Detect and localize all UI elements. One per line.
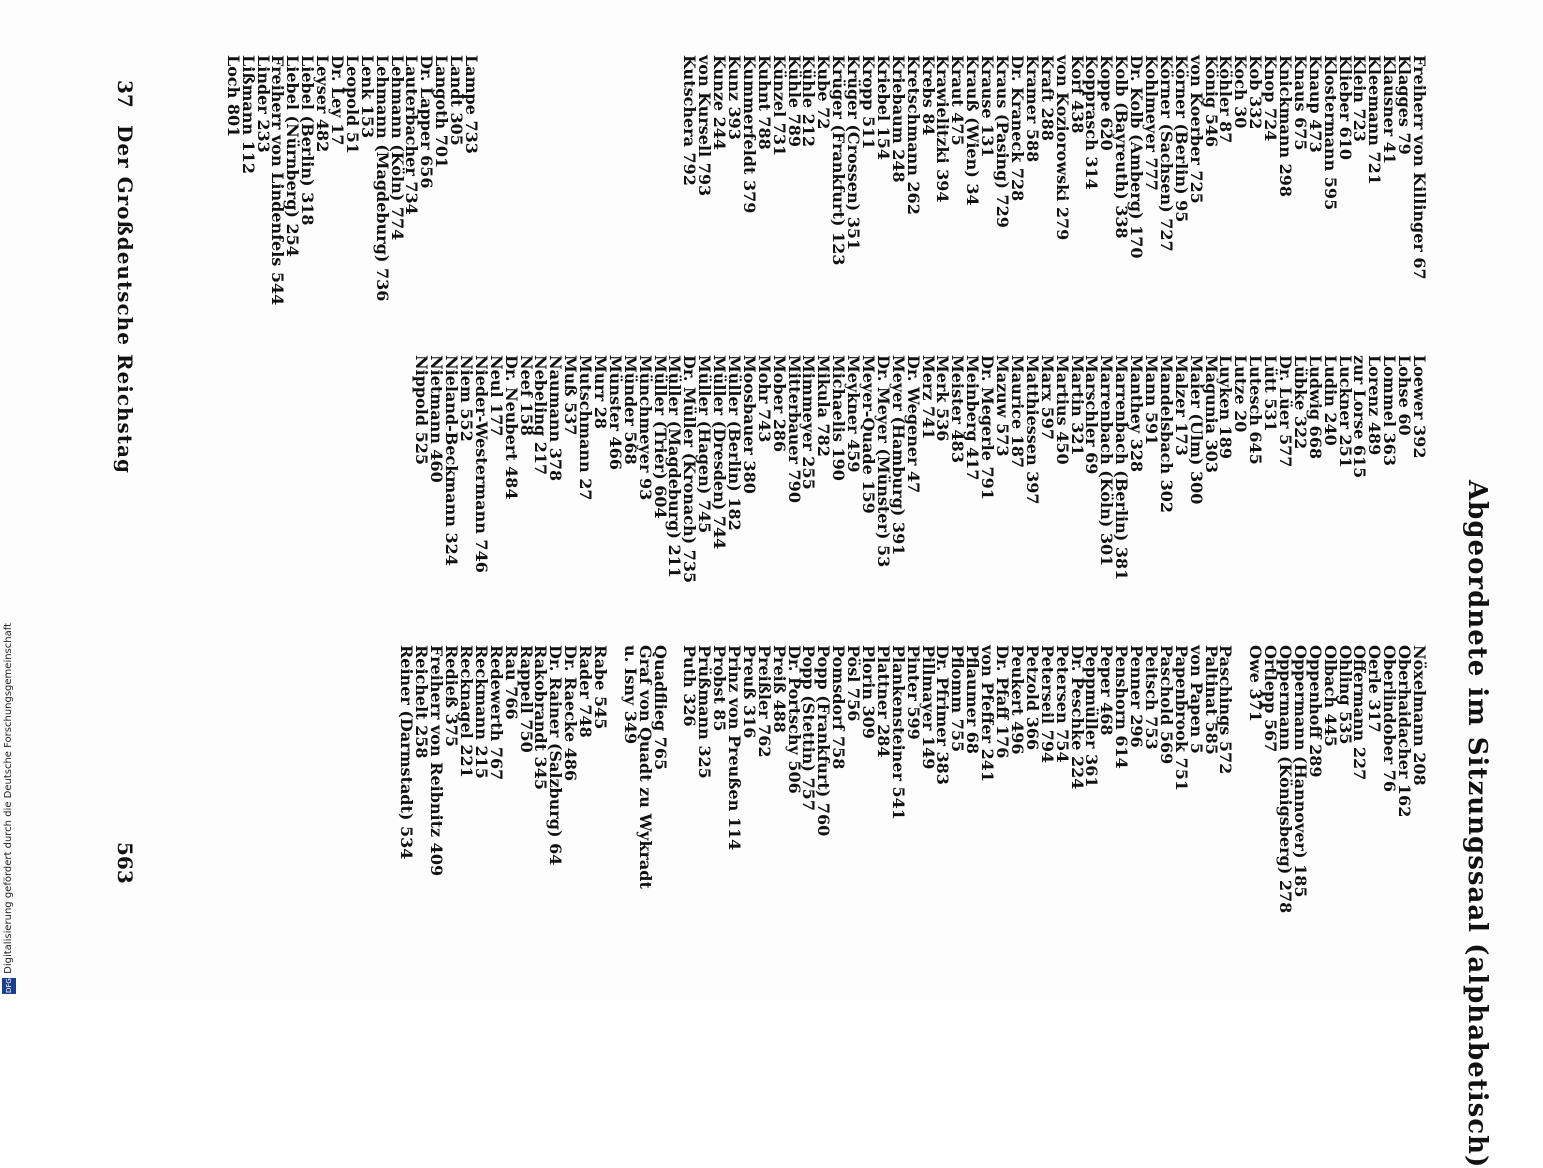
name-column-m-n <box>412 355 1429 584</box>
member-entry: Quadflieg 765 <box>650 645 670 771</box>
member-entry: Penshorn 614 <box>1112 645 1132 769</box>
page-footer <box>97 0 137 1000</box>
member-entry: Dr. Kraneck 728 <box>1007 55 1027 202</box>
member-entry: Nietmann 460 <box>427 355 447 483</box>
member-entry: Kuhnt 788 <box>754 55 774 150</box>
member-entry: Kraft 288 <box>1037 55 1057 141</box>
member-entry: Michaelis 190 <box>829 355 849 481</box>
member-entry: Rader 748 <box>576 645 596 738</box>
member-entry: Meister 483 <box>948 355 968 463</box>
member-entry: Prinz von Preußen 114 <box>725 645 745 851</box>
member-entry: Marx 597 <box>1037 355 1057 441</box>
member-entry: Körner (Berlin) 95 <box>1171 55 1191 223</box>
member-entry: Dr. Wegener 47 <box>903 355 923 494</box>
member-entry: Pillmayer 149 <box>918 645 938 770</box>
member-entry: Oberlindober 76 <box>1380 645 1400 793</box>
member-entry: Dr. Kolb (Amberg) 170 <box>1127 55 1147 259</box>
member-entry: Nieland-Beckmann 324 <box>442 355 462 566</box>
member-entry: Klieber 610 <box>1335 55 1355 161</box>
member-entry: Kretschmann 262 <box>903 55 923 215</box>
member-entry: Owe 371 <box>1246 645 1266 722</box>
member-entry: Ortlepp 567 <box>1261 645 1281 753</box>
member-entry: Dr. Lüer 577 <box>1275 355 1295 468</box>
member-entry: Krebs 84 <box>918 55 938 136</box>
member-entry: Nieder-Westermann 746 <box>471 355 491 573</box>
member-entry: Oberhaidacher 162 <box>1395 645 1415 818</box>
member-entry: Müller (Trier) 604 <box>650 355 670 519</box>
member-entry: Lutze 20 <box>1231 355 1251 433</box>
member-entry: Müller (Hagen) 745 <box>695 355 715 534</box>
credit-text: Digitalisierung gefördert durch die Deutsche Forschungsgemeinschaft <box>3 623 14 974</box>
member-entry: Kraut 475 <box>948 55 968 146</box>
member-entry: Popp (Frankfurt) 760 <box>814 645 834 837</box>
member-entry: Luckner 251 <box>1335 355 1355 468</box>
member-entry: Peitsch 753 <box>1141 645 1161 750</box>
member-entry: Recknagel 221 <box>457 645 476 778</box>
member-entry: Müller (Berlin) 182 <box>725 355 745 531</box>
running-title: Der Großdeutsche Reichstag <box>113 125 137 474</box>
member-entry: Malzer 173 <box>1171 355 1191 456</box>
member-entry: Petzold 366 <box>1022 645 1042 751</box>
member-entry: Mikula 782 <box>814 355 834 457</box>
member-entry: Mazuw 573 <box>993 355 1013 457</box>
member-entry: Mimmeyer 255 <box>799 355 819 490</box>
member-entry: Murr 28 <box>591 355 611 430</box>
member-entry: Pomsdorf 758 <box>829 645 849 770</box>
member-entry: Kummerfeldt 379 <box>739 55 759 214</box>
member-entry: Paschings 572 <box>1216 645 1236 775</box>
member-entry: Petersen 754 <box>1052 645 1072 763</box>
member-entry: Ohling 535 <box>1335 645 1355 745</box>
member-entry: Mandelsbach 302 <box>1156 355 1176 514</box>
member-entry: Langoth 701 <box>432 55 452 169</box>
name-column-k <box>680 55 1429 280</box>
member-entry: Offermann 227 <box>1350 645 1370 781</box>
member-entry: Lütt 531 <box>1261 355 1281 432</box>
member-entry: Dr. Müller (Kronach) 735 <box>680 355 700 584</box>
member-entry: Reiner (Darmstadt) 534 <box>397 645 417 860</box>
member-entry: Penner 296 <box>1127 645 1147 748</box>
member-entry: Marrenbach (Berlin) 381 <box>1112 355 1132 581</box>
member-entry: Kutschera 792 <box>680 55 700 186</box>
member-entry: Liebel (Nürnberg) 254 <box>283 55 303 257</box>
member-entry: Kolb (Bayreuth) 338 <box>1112 55 1132 239</box>
member-entry: Peukert 496 <box>1007 645 1027 755</box>
member-entry: Neef 158 <box>516 355 536 436</box>
member-entry: Loewer 392 <box>1410 355 1429 459</box>
member-entry: Lampe 733 <box>462 55 481 154</box>
member-entry: Freiherr von Reibnitz 409 <box>427 645 447 877</box>
member-entry: Freiherr von Killinger 67 <box>1410 55 1429 280</box>
member-entry: König 546 <box>1201 55 1221 148</box>
member-entry: Kropp 511 <box>859 55 879 150</box>
member-entry: Lutesch 645 <box>1246 355 1266 465</box>
member-entry: Kob 332 <box>1246 55 1266 130</box>
member-entry: Neul 177 <box>486 355 506 437</box>
member-entry: Rappell 750 <box>516 645 536 753</box>
member-entry: Marrenbach (Köln) 301 <box>1097 355 1117 567</box>
member-entry: Kriebaum 248 <box>888 55 908 183</box>
member-entry: Lauterbacher 734 <box>402 55 422 215</box>
member-entry: Lübke 322 <box>1290 355 1310 450</box>
member-entry: Klausner 41 <box>1380 55 1400 165</box>
member-entry: Nöxelmann 208 <box>1410 645 1429 786</box>
member-entry: u. Isny 349 <box>620 645 640 745</box>
member-entry: Plorin 309 <box>859 645 879 739</box>
member-entry: Kleemann 721 <box>1365 55 1385 185</box>
member-entry: Kopprasch 314 <box>1082 55 1102 190</box>
member-entry: Leopold 51 <box>342 55 362 155</box>
member-entry: Marschler 69 <box>1082 355 1102 475</box>
member-entry: Merz 741 <box>918 355 938 440</box>
member-entry: Martin 321 <box>1067 355 1087 456</box>
member-entry: Dr. Ley 17 <box>327 55 347 146</box>
member-entry: Lißmann 112 <box>238 55 258 175</box>
member-entry: Popp (Stettin) 757 <box>799 645 819 811</box>
member-entry: Redewerth 767 <box>486 645 506 781</box>
member-entry: Redieß 375 <box>442 645 462 748</box>
member-entry: Luyken 189 <box>1216 355 1236 460</box>
member-entry: Olbach 445 <box>1320 645 1340 747</box>
name-column-l <box>223 55 481 306</box>
member-entry: Puth 326 <box>680 645 700 727</box>
member-entry: Koch 30 <box>1231 55 1251 129</box>
member-entry: von Papen 5 <box>1186 645 1206 754</box>
member-entry: Ludin 240 <box>1320 355 1340 446</box>
member-entry: Reichelt 258 <box>412 645 432 759</box>
member-entry: Oerle 317 <box>1365 645 1385 733</box>
member-entry: Kunz 393 <box>725 55 745 140</box>
member-entry: Mohr 743 <box>754 355 774 443</box>
member-entry: Loch 801 <box>223 55 243 138</box>
member-entry: zur Lorse 615 <box>1350 355 1370 479</box>
member-entry: Lehmann (Köln) 774 <box>387 55 407 241</box>
member-entry: Peterseil 794 <box>1037 645 1057 764</box>
member-entry: Freiherr von Lindenfels 544 <box>268 55 288 306</box>
member-entry: Preuß 316 <box>739 645 759 739</box>
member-entry: Niem 552 <box>457 355 476 442</box>
page-number-right: 563 <box>113 842 137 884</box>
member-entry: Pflomm 755 <box>948 645 968 753</box>
member-entry: Oppermann (Königsberg) 278 <box>1275 645 1295 914</box>
member-entry: Lorenz 489 <box>1365 355 1385 456</box>
name-column-n-r <box>397 645 1429 914</box>
member-entry: Dr. Neubert 484 <box>501 355 521 500</box>
member-entry: von Koerber 725 <box>1186 55 1206 204</box>
member-entry: Dr. Lapper 656 <box>417 55 437 189</box>
member-entry: Kohlmeyer 777 <box>1141 55 1161 191</box>
member-entry: Martius 450 <box>1052 355 1072 465</box>
member-entry: Maurice 187 <box>1007 355 1027 469</box>
member-entry: Rau 766 <box>501 645 521 720</box>
member-entry: Krüger (Crossen) 351 <box>844 55 864 251</box>
member-entry: Rabe 545 <box>591 645 611 730</box>
member-entry: Pinter 599 <box>903 645 923 740</box>
dfg-logo: DFG <box>2 978 16 994</box>
member-entry: Kriebel 154 <box>873 55 893 161</box>
member-entry: Nebeling 217 <box>531 355 551 476</box>
member-entry: Plankensteiner 541 <box>888 645 908 820</box>
member-entry: Knaup 473 <box>1305 55 1325 153</box>
member-entry: Lenk 153 <box>357 55 377 139</box>
member-entry: Lehmann (Magdeburg) 736 <box>372 55 392 302</box>
member-entry: Meyer-Quade 159 <box>859 355 879 514</box>
member-entry: Müller (Magdeburg) 211 <box>665 355 685 578</box>
member-entry: Kunze 244 <box>710 55 730 151</box>
member-entry: Dr. Raecke 486 <box>561 645 581 782</box>
page-number-left: 37 <box>113 80 137 108</box>
member-entry: Münchmeyer 93 <box>635 355 655 501</box>
member-entry: Preiß 488 <box>769 645 789 733</box>
member-entry: Peper 468 <box>1097 645 1117 736</box>
member-entry: Moosbauer 380 <box>739 355 759 494</box>
member-entry: Paschold 569 <box>1156 645 1176 765</box>
member-entry: von Pfeffer 241 <box>978 645 998 782</box>
member-entry: Oppermann (Hannover) 185 <box>1290 645 1310 898</box>
member-entry: Paltinat 585 <box>1201 645 1221 755</box>
member-entry: Knickmann 298 <box>1275 55 1295 197</box>
member-entry: Meinberg 417 <box>963 355 983 481</box>
member-entry: Kühle 789 <box>784 55 804 148</box>
member-entry: Mutschmann 27 <box>576 355 596 501</box>
member-entry: Krause 131 <box>978 55 998 158</box>
member-entry: von Koziorowski 279 <box>1052 55 1072 241</box>
member-entry: Rakobrandt 345 <box>531 645 551 790</box>
member-entry: Dr. Portschy 506 <box>784 645 804 794</box>
member-entry: Naumann 378 <box>546 355 566 482</box>
member-entry: Prüßmann 325 <box>695 645 715 779</box>
member-entry: Peppmüller 361 <box>1082 645 1102 788</box>
member-entry: Mitterbauer 790 <box>784 355 804 503</box>
member-entry: Muß 537 <box>561 355 581 436</box>
member-entry: Graf von Quadt zu Wykradt <box>635 645 655 889</box>
member-entry: Münder 568 <box>620 355 640 465</box>
member-entry: Probst 85 <box>710 645 730 732</box>
member-entry: Reckmann 215 <box>471 645 491 779</box>
member-entry: Pflaumer 68 <box>963 645 983 755</box>
member-entry: Müller (Dresden) 744 <box>710 355 730 550</box>
member-entry: Preißler 762 <box>754 645 774 758</box>
member-entry: Köhler 87 <box>1216 55 1236 144</box>
member-entry: Dr. Peschke 224 <box>1067 645 1087 790</box>
member-entry: Knaus 675 <box>1290 55 1310 151</box>
member-entry: Liebel (Berlin) 318 <box>298 55 318 226</box>
member-entry: Matthiessen 397 <box>1022 355 1042 505</box>
member-entry: Dr. Rainer (Salzburg) 64 <box>546 645 566 866</box>
member-entry: Dr. Pfrimer 383 <box>933 645 953 785</box>
member-entry: Krauß (Wien) 34 <box>963 55 983 206</box>
member-entry: Kühle 212 <box>799 55 819 148</box>
member-entry: Koppe 620 <box>1097 55 1117 151</box>
member-entry: Leyser 482 <box>313 55 333 153</box>
member-entry: Klostermann 595 <box>1320 55 1340 211</box>
member-entry: Plattner 284 <box>873 645 893 758</box>
member-entry: Klein 723 <box>1350 55 1370 142</box>
member-entry: Münster 466 <box>605 355 625 470</box>
member-entry: Krawielitzki 394 <box>933 55 953 203</box>
member-entry: Manthey 328 <box>1127 355 1147 473</box>
member-entry: Kramer 588 <box>1022 55 1042 163</box>
member-entry: Künzel 731 <box>769 55 789 157</box>
member-entry: Knop 724 <box>1261 55 1281 142</box>
member-entry: Dr. Meyer (Münster) 53 <box>873 355 893 568</box>
member-entry: Linder 233 <box>253 55 273 153</box>
member-entry: Maier (Ulm) 300 <box>1186 355 1206 505</box>
member-entry: Pösl 756 <box>844 645 864 722</box>
member-entry: Lommel 363 <box>1380 355 1400 467</box>
member-entry: Dr. Megerle 791 <box>978 355 998 500</box>
member-entry: Klagges 79 <box>1395 55 1415 155</box>
member-entry: Meyer (Hamburg) 391 <box>888 355 908 556</box>
member-entry: Magunia 303 <box>1201 355 1221 473</box>
member-entry: Merk 536 <box>933 355 953 442</box>
member-entry: Papenbrook 751 <box>1171 645 1191 791</box>
member-entry: Oppenhoff 289 <box>1305 645 1325 778</box>
member-entry: Meykner 459 <box>844 355 864 473</box>
member-entry: Landt 305 <box>447 55 467 146</box>
member-entry: Mober 286 <box>769 355 789 453</box>
member-entry: Lohse 60 <box>1395 355 1415 436</box>
member-entry: Ludwig 668 <box>1305 355 1325 460</box>
member-entry: von Kursell 793 <box>695 55 715 197</box>
member-entry: Kube 72 <box>814 55 834 130</box>
digitization-credit <box>0 606 18 1000</box>
member-entry: Körner (Sachsen) 727 <box>1156 55 1176 252</box>
member-entry: Mann 591 <box>1141 355 1161 446</box>
member-entry: Kraus (Pasing) 729 <box>993 55 1013 228</box>
member-entry: Korf 438 <box>1067 55 1087 134</box>
page-heading: Abgeordnete im Sitzungssaal (alphabetisch) <box>1462 480 1492 1168</box>
member-entry: Krüger (Frankfurt) 123 <box>829 55 849 266</box>
member-entry: Nippold 525 <box>412 355 432 465</box>
member-entry: Dr. Pfaff 176 <box>993 645 1013 759</box>
